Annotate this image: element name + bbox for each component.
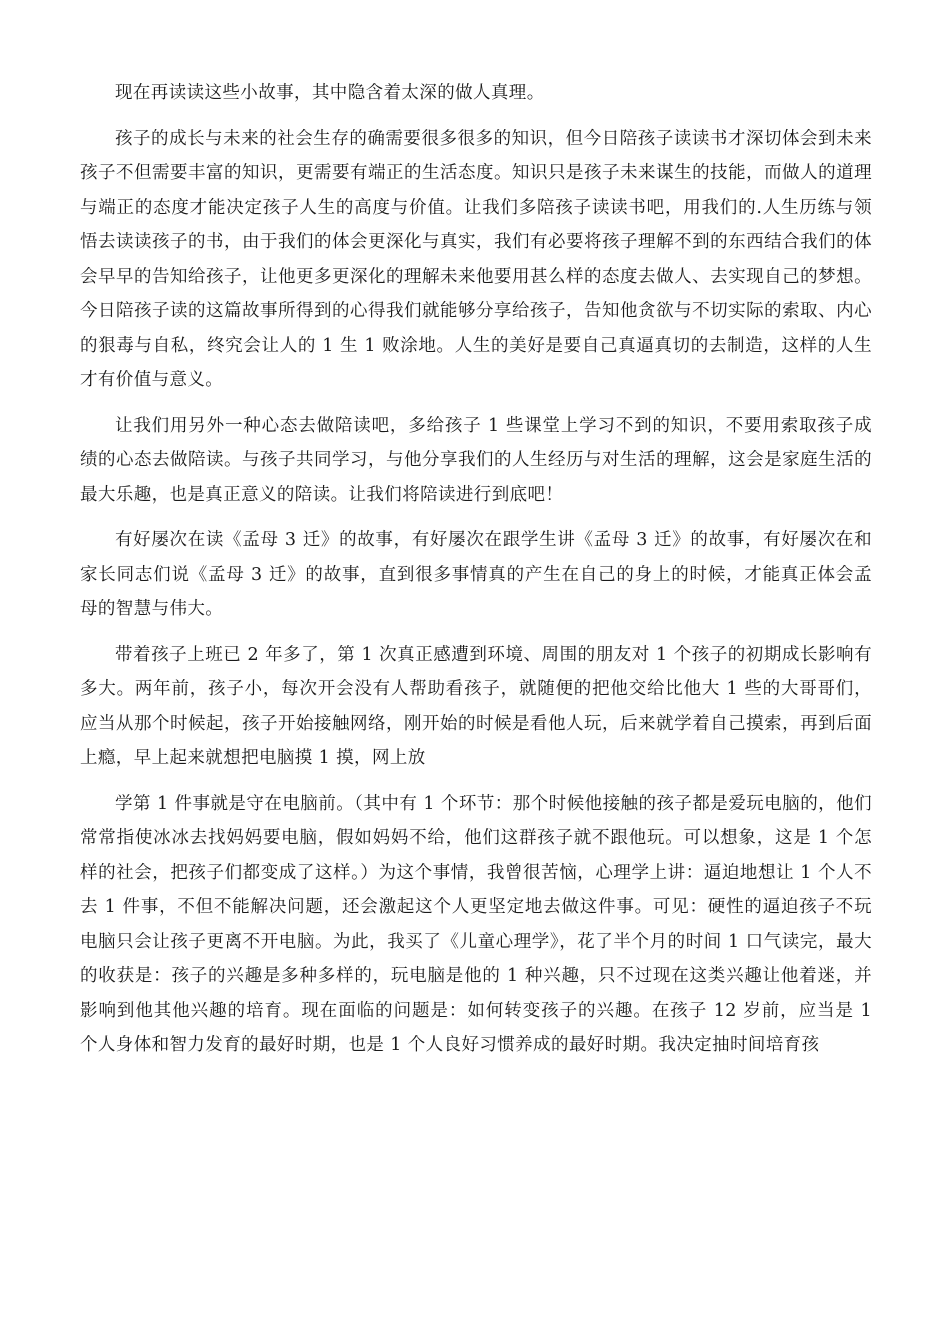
- paragraph-2: 孩子的成长与未来的社会生存的确需要很多很多的知识，但今日陪孩子读读书才深切体会到未来孩子不但需要丰富的知识，更需要有端正的生活态度。知识只是孩子未来谋生的技能，而做人的道理与端正的态度才能决定孩子人生的高度与价值。让我们多陪孩子读读书吧，用我们的.人生历练与领悟去读读孩子的书，由于我们的体会更深化与真实，我们有必要将孩子理解不到的东西结合我们的体会早早的告知给孩子，让他更多更深化的理解未来他要用甚么样的态度去做人、去实现自己的梦想。今日陪孩子读的这篇故事所得到的心得我们就能够分享给孩子，告知他贪欲与不切实际的索取、内心的狠毒与自私，终究会让人的 1 生 1 败涂地。人生的美好是要自己真逼真切的去制造，这样的人生才有价值与意义。: [80, 128, 872, 390]
- paragraph-6: 学第 1 件事就是守在电脑前。（其中有 1 个环节：那个时候他接触的孩子都是爱玩电脑的，他们常常指使冰冰去找妈妈要电脑，假如妈妈不给，他们这群孩子就不跟他玩。可以想象，这是 1 个怎样的社会，把孩子们都变成了这样。）为这个事情，我曾很苦恼，心理学上讲：逼迫地想让 1 个人不去 1 件事，不但不能解决问题，还会激起这个人更坚定地去做这件事。可见：硬性的逼迫孩子不玩电脑只会让孩子更离不开电脑。为此，我买了《儿童心理学》，花了半个月的时间 1 口气读完，最大的收获是：孩子的兴趣是多种多样的，玩电脑是他的 1 种兴趣，只不过现在这类兴趣让他着迷，并影响到他其他兴趣的培育。现在面临的问题是：如何转变孩子的兴趣。在孩子 12 岁前，应当是 1 个人身体和智力发育的最好时期，也是 1 个人良好习惯养成的最好时期。我决定抽时间培育孩: [80, 793, 872, 1055]
- paragraph-1: 现在再读读这些小故事，其中隐含着太深的做人真理。: [115, 83, 545, 103]
- paragraph-5: 带着孩子上班已 2 年多了，第 1 次真正感遭到环境、周围的朋友对 1 个孩子的初期成长影响有多大。两年前，孩子小，每次开会没有人帮助看孩子，就随便的把他交给比他大 1 些的大哥哥们，应当从那个时候起，孩子开始接触网络，刚开始的时候是看他人玩，后来就学着自己摸索，再到后面上瘾，早上起来就想把电脑摸 1 摸，网上放: [80, 644, 872, 768]
- paragraph-4: 有好屡次在读《孟母 3 迁》的故事，有好屡次在跟学生讲《孟母 3 迁》的故事，有好屡次在和家长同志们说《孟母 3 迁》的故事，直到很多事情真的产生在自己的身上的时候，才能真正体会孟母的智慧与伟大。: [80, 530, 872, 619]
- document-page: [80, 76, 872, 1074]
- paragraph-3: 让我们用另外一种心态去做陪读吧，多给孩子 1 些课堂上学习不到的知识，不要用索取孩子成绩的心态去做陪读。与孩子共同学习，与他分享我们的人生经历与对生活的理解，这会是家庭生活的最大乐趣，也是真正意义的陪读。让我们将陪读进行到底吧！: [80, 415, 872, 505]
